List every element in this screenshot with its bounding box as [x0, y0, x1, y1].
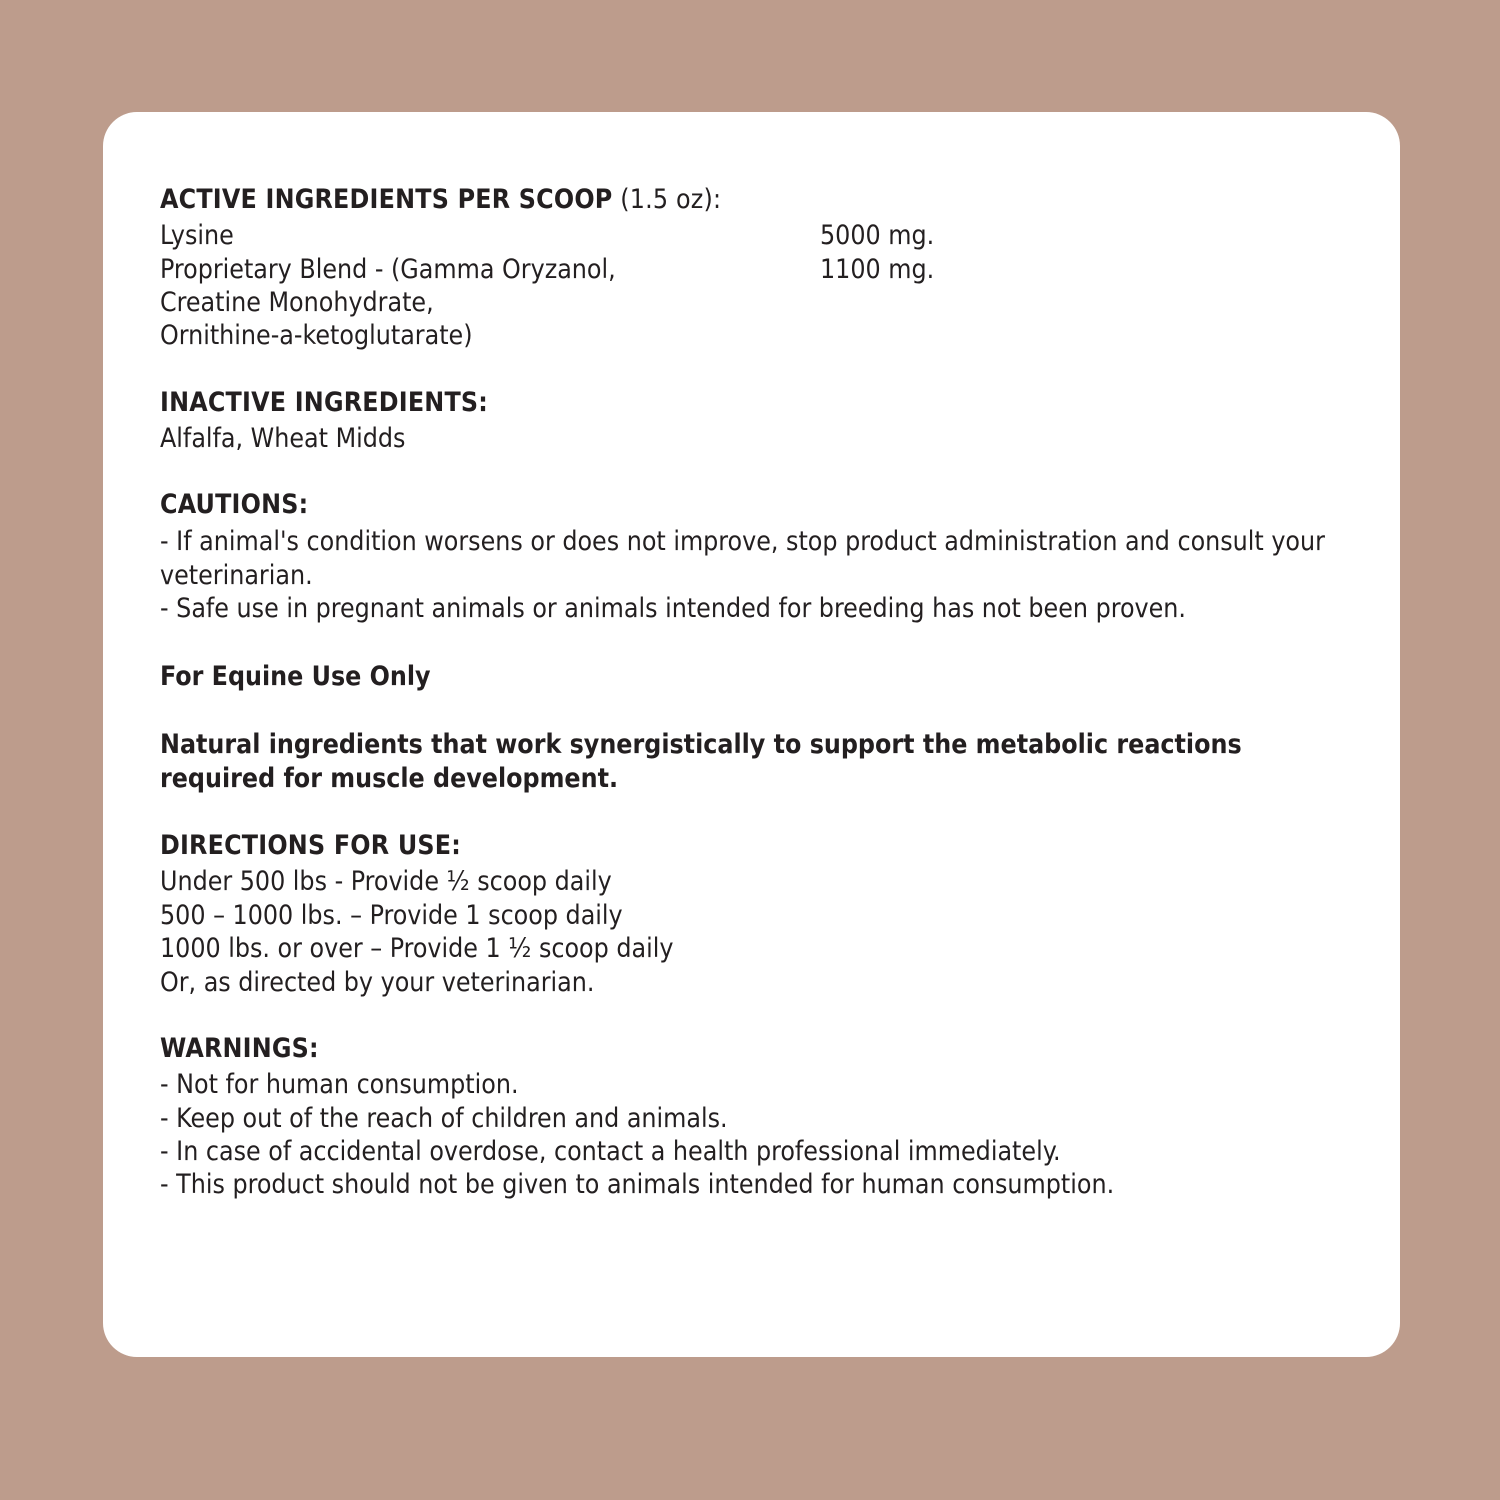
- directions-line: Under 500 lbs - Provide ½ scoop daily: [160, 866, 612, 898]
- active-ingredients-heading-bold: ACTIVE INGREDIENTS PER SCOOP: [160, 184, 613, 215]
- table-row: [160, 253, 1040, 286]
- ingredient-amount: [820, 319, 1040, 352]
- ingredient-amount: 1100 mg.: [820, 253, 935, 285]
- warning-line: - This product should not be given to animals intended for human consumption.: [160, 1169, 1115, 1201]
- inactive-ingredients-text: Alfalfa, Wheat Midds: [160, 423, 406, 455]
- active-ingredients-table: [160, 219, 1040, 353]
- cautions-heading: CAUTIONS:: [160, 489, 309, 521]
- spacer: [160, 626, 1340, 660]
- active-ingredients-heading: [160, 184, 1340, 215]
- table-row: [160, 219, 1040, 252]
- ingredient-name: Ornithine-a-ketoglutarate): [160, 320, 473, 352]
- cautions-line: - Safe use in pregnant animals or animals intended for breeding has not been proven.: [160, 593, 1186, 625]
- ingredient-amount: 5000 mg.: [820, 220, 935, 252]
- warning-line: - Keep out of the reach of children and animals.: [160, 1102, 728, 1134]
- ingredient-name: Creatine Monohydrate,: [160, 287, 434, 319]
- directions-line: 1000 lbs. or over – Provide 1 ½ scoop daily: [160, 933, 674, 965]
- ingredient-name: Proprietary Blend - (Gamma Oryzanol,: [160, 253, 616, 285]
- table-row: [160, 319, 1040, 352]
- table-row: [160, 286, 1040, 319]
- ingredient-name: Lysine: [160, 220, 234, 252]
- spacer: [160, 353, 1340, 387]
- equine-use-note: For Equine Use Only: [160, 661, 431, 693]
- warnings-heading: WARNINGS:: [160, 1032, 319, 1064]
- spacer: [160, 455, 1340, 489]
- directions-line: Or, as directed by your veterinarian.: [160, 966, 595, 998]
- label-content: [160, 184, 1340, 1202]
- directions-line: 500 – 1000 lbs. – Provide 1 scoop daily: [160, 899, 623, 931]
- product-label-card: [103, 112, 1400, 1357]
- warning-line: - In case of accidental overdose, contact a health professional immediately.: [160, 1135, 1061, 1167]
- cautions-line: - If animal's condition worsens or does not improve, stop product administration and consult your veterinarian.: [160, 525, 1325, 591]
- inactive-ingredients-heading: INACTIVE INGREDIENTS:: [160, 386, 489, 418]
- spacer: [160, 796, 1340, 830]
- directions-heading: DIRECTIONS FOR USE:: [160, 830, 461, 862]
- warning-line: - Not for human consumption.: [160, 1069, 519, 1101]
- active-ingredients-heading-light: (1.5 oz):: [612, 184, 722, 215]
- spacer: [160, 694, 1340, 728]
- ingredient-amount: [820, 286, 1040, 319]
- product-claim: Natural ingredients that work synergistically to support the metabolic reactions required for muscle development.: [160, 729, 1242, 795]
- spacer: [160, 999, 1340, 1033]
